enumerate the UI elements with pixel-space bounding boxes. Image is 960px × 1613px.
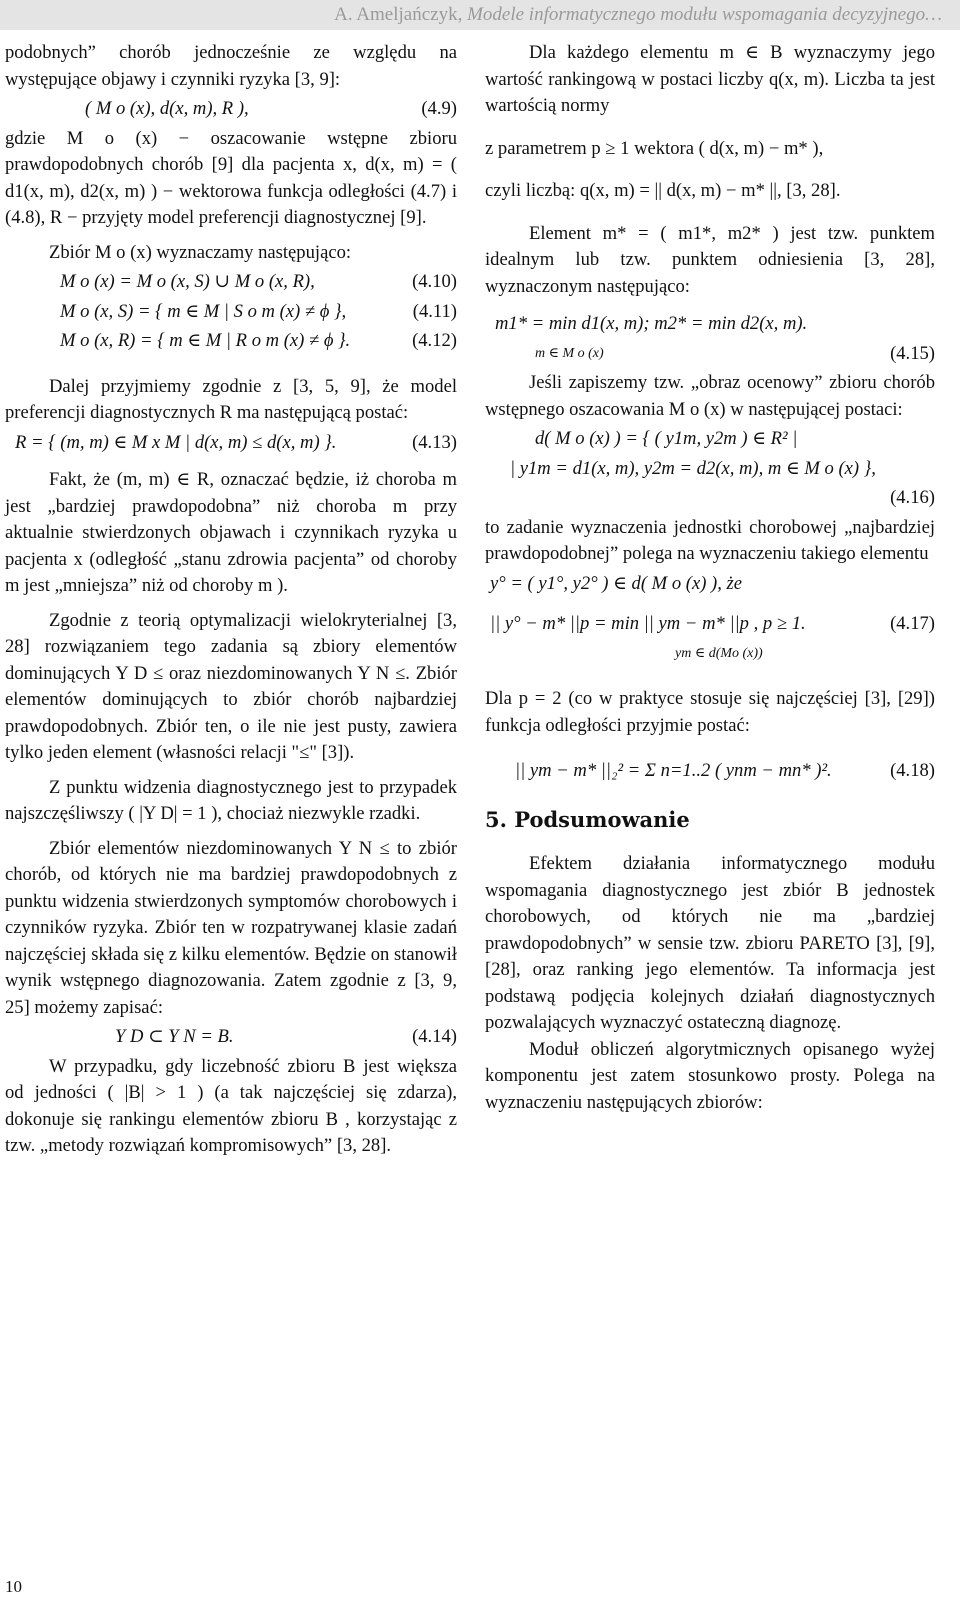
paragraph: podobnych” chorób jednocześnie ze względu na występujące objawy i czynniki ryzyka [3, 9]:	[5, 42, 457, 90]
paragraph: to zadanie wyznaczenia jednostki chorobowej „najbardziej prawdopodobnej” polega na wyznaczeniu takiego elementu	[485, 516, 935, 564]
paragraph: Zgodnie z teorią optymalizacji wielokryterialnej [3, 28] rozwiązaniem tego zadania są zbiory elementów dominujących Y D ≤ oraz niezdominowanych Y N ≤. Zbiór elementów dominujących to zbiór chorób najbardziej prawdopodobnych. Zbiór ten, o ile nie jest pusty, zawiera tylko jeden element (własności relacji "≤" [3]).	[5, 609, 457, 763]
page-number: 10	[5, 1577, 22, 1596]
equation-body: || y° − m* ||p = min || ym − m* ||p , p ≥ 1.	[490, 613, 806, 634]
paragraph: Dla każdego elementu m ∈ B wyznaczymy jego wartość rankingową w postaci liczby q(x, m). Liczba ta jest wartością normy	[485, 42, 935, 116]
equation-4-17	[485, 611, 935, 638]
equation-number: (4.9)	[421, 98, 457, 119]
left-column	[5, 40, 457, 1160]
equation-number: (4.11)	[412, 300, 457, 322]
equation-body: M o (x, S) = { m ∈ M | S o m (x) ≠ ϕ },	[60, 300, 347, 322]
paragraph: Element m* = ( m1*, m2* ) jest tzw. punktem idealnym lub tzw. punktem odniesienia [3, 28], wyznaczonym następująco:	[485, 222, 935, 297]
equation-body: M o (x, R) = { m ∈ M | R o m (x) ≠ ϕ }.	[60, 330, 351, 351]
section-heading: 5. Podsumowanie	[485, 806, 690, 832]
paragraph: gdzie M o (x) − oszacowanie wstępne zbioru prawdopodobnych chorób [9] dla pacjenta x, d(x, m) = ( d1(x, m), d2(x, m) ) − wektorowa funkcja odległości (4.7) i (4.8), R − przyjęty model preferencji diagnostycznej [9].	[5, 127, 457, 228]
equation-body: y° = ( y1°, y2° ) ∈ d( M o (x) ), że	[490, 572, 743, 594]
equation-body: M o (x) = M o (x, S) ∪ M o (x, R),	[60, 271, 315, 292]
equation-4-14	[5, 1024, 457, 1051]
equation-4-16-number	[485, 485, 935, 512]
paragraph: Zbiór M o (x) wyznaczamy następująco:	[49, 241, 352, 263]
equation-4-9	[5, 96, 457, 123]
equation-number: (4.12)	[412, 330, 457, 351]
equation-body: || ym − m* ||₂² = Σ n=1..2 ( ynm − mn* )².	[515, 760, 832, 781]
equation-body: R = { (m, m) ∈ M x M | d(x, m) ≤ d(x, m) }.	[15, 431, 337, 453]
equation-number: (4.17)	[890, 613, 935, 634]
equation-4-11	[5, 299, 457, 326]
equation-4-16-line-2	[485, 456, 935, 483]
equation-body: ( M o (x), d(x, m), R ),	[85, 98, 249, 119]
paragraph: z parametrem p ≥ 1 wektora ( d(x, m) − m* ),	[485, 137, 824, 159]
equation-subscript: m ∈ M o (x)	[535, 345, 604, 361]
equation-yo	[485, 571, 935, 598]
equation-number: (4.14)	[412, 1026, 457, 1047]
equation-number: (4.13)	[412, 431, 457, 453]
equation-subscript: ym ∈ d(Mo (x))	[675, 645, 763, 661]
equation-4-16-line-1	[485, 426, 935, 453]
paragraph: Jeśli zapiszemy tzw. „obraz ocenowy” zbioru chorób wstępnego oszacowania M o (x) w następującej postaci:	[485, 372, 935, 420]
equation-4-13	[5, 430, 457, 457]
equation-number: (4.16)	[890, 487, 935, 508]
equation-4-18	[485, 758, 935, 785]
header-author: A. Ameljańczyk,	[334, 4, 463, 25]
equation-body: Y D ⊂ Y N = B.	[115, 1026, 234, 1047]
equation-4-10	[5, 269, 457, 296]
paragraph: Z punktu widzenia diagnostycznego jest to przypadek najszczęśliwszy ( |Y D| = 1 ), chociaż niezwykle rzadki.	[5, 776, 457, 824]
paragraph: Zbiór elementów niezdominowanych Y N ≤ to zbiór chorób, od których nie ma bardziej prawdopodobnych z punktu widzenia stwierdzonych symptomów chorobowych i czynników ryzyka. Zbiór ten w rozpatrywanej klasie zadań najczęściej składa się z kilku elementów. Będzie on stanowił wynik wstępnego diagnozowania. Zatem zgodnie z [3, 9, 25] możemy zapisać:	[5, 837, 457, 1018]
paragraph: Fakt, że (m, m) ∈ R, oznaczać będzie, iż choroba m jest „bardziej prawdopodobna” niż choroba m przy aktualnie stwierdzonych objawach i czynnikach ryzyka u pacjenta x (odległość „stanu zdrowia pacjenta” od choroby m jest „mniejsza” niż od choroby m ).	[5, 469, 457, 596]
paragraph: czyli liczbą: q(x, m) = || d(x, m) − m* ||, [3, 28].	[485, 180, 841, 201]
equation-body: m1* = min d1(x, m); m2* = min d2(x, m).	[495, 313, 808, 334]
right-column	[485, 40, 935, 1116]
equation-body: | y1m = d1(x, m), y2m = d2(x, m), m ∈ M o (x) },	[510, 457, 876, 479]
paragraph: Moduł obliczeń algorytmicznych opisanego wyżej komponentu jest zatem stosunkowo prosty. Polega na wyznaczeniu następujących zbiorów:	[485, 1038, 935, 1113]
header-title: Modele informatycznego modułu wspomagania decyzyjnego…	[467, 4, 942, 25]
equation-number: (4.10)	[412, 271, 457, 292]
equation-number: (4.15)	[890, 342, 935, 364]
running-header	[0, 0, 960, 30]
paragraph: Dla p = 2 (co w praktyce stosuje się najczęściej [3], [29]) funkcja odległości przyjmie postać:	[485, 688, 935, 736]
paragraph: Efektem działania informatycznego modułu wspomagania diagnostycznego jest zbiór B jednostek chorobowych, od których nie ma „bardziej prawdopodobnych” w sensie tzw. zbioru PARETO [3], [9], [28], oraz ranking jego elementów. Ta informacja jest podstawą podjęcia kolejnych działań diagnostycznych pozwalających wyznaczyć ostateczną diagnozę.	[485, 853, 935, 1033]
paragraph: Dalej przyjmiemy zgodnie z [3, 5, 9], że model preferencji diagnostycznych R ma następującą postać:	[5, 375, 457, 423]
equation-number: (4.18)	[890, 760, 935, 781]
paragraph: W przypadku, gdy liczebność zbioru B jest większa od jedności ( |B| > 1 ) (a tak najczęściej się zdarza), dokonuje się rankingu elementów zbioru B , korzystając z tzw. „metody rozwiązań kompromisowych” [3, 28].	[5, 1055, 457, 1156]
equation-4-15-subscript	[485, 341, 935, 368]
equation-4-15	[485, 311, 935, 338]
equation-body: d( M o (x) ) = { ( y1m, y2m ) ∈ R² |	[535, 428, 798, 449]
equation-4-12	[5, 328, 457, 355]
equation-4-17-subscript	[485, 641, 935, 668]
